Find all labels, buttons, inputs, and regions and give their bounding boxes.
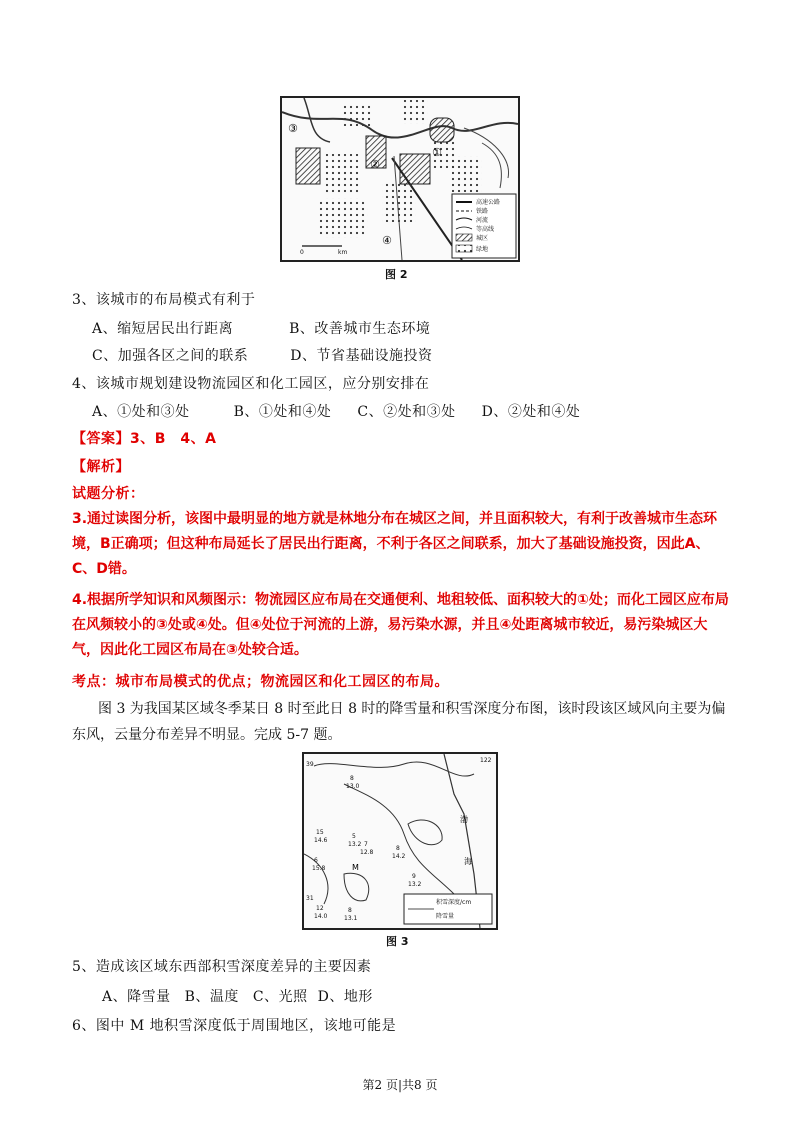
scale-zero: 0 (300, 249, 304, 256)
q5-option-b: B、温度 (184, 989, 239, 1005)
tick-31: 31 (306, 895, 314, 902)
snowfall-map-graphic (304, 754, 496, 928)
legend-item-1: 铁路 (476, 208, 489, 215)
lbl-11: 14.2 (392, 853, 406, 860)
tick-122: 122 (480, 757, 492, 764)
city-layout-map (280, 96, 520, 262)
city-map-graphic (282, 98, 518, 260)
q3-options-row2 (92, 345, 432, 365)
figure2-caption: 图 3 (386, 935, 409, 948)
lbl-17: 8 (348, 907, 352, 914)
lbl-2: 15 (316, 829, 324, 836)
analysis-q3: 3.通过读图分析，该图中最明显的地方就是林地分布在城区之间，并且面积较大，有利于改善城市生态环境，B正确项；但这种布局延长了居民出行距离，不利于各区之间联系，加大了基础设施投资，因此A、C、D错。 (72, 511, 718, 577)
lbl-15: 12 (316, 905, 324, 912)
answer-text: 3、B 4、A (130, 431, 217, 447)
lbl-6: 7 (364, 841, 368, 848)
lbl-5: 13.2 (348, 841, 362, 848)
analysis-sub: 试题分析： (72, 486, 145, 502)
tick-39: 39 (306, 761, 314, 768)
lbl-14: 13.2 (408, 881, 422, 888)
lbl-7: 12.8 (360, 849, 374, 856)
q4-option-a: A、①处和③处 (92, 404, 190, 420)
marker-3: ③ (288, 122, 298, 135)
q4-option-c: C、②处和③处 (357, 404, 456, 420)
lbl-1: 13.0 (346, 783, 360, 790)
q3-option-d: D、节省基础设施投资 (290, 348, 433, 364)
q4-options (92, 401, 580, 421)
analysis-label: 【解析】 (72, 459, 130, 475)
marker-1: ① (432, 146, 442, 159)
lbl-8: 6 (314, 857, 318, 864)
snowfall-map (302, 752, 498, 930)
legend-item-5: 绿地 (476, 246, 489, 253)
q5-option-d: D、地形 (317, 989, 373, 1005)
q5-stem: 5、造成该区域东西部积雪深度差异的主要因素 (72, 959, 372, 975)
q3-options-row1 (92, 318, 430, 338)
marker-2: ② (370, 158, 380, 171)
analysis-kaodian: 考点：城市布局模式的优点；物流园区和化工园区的布局。 (72, 674, 449, 690)
intro-paragraph: 图 3 为我国某区域冬季某日 8 时至此日 8 时的降雪量和积雪深度分布图，该时段该区域风向主要为偏东风，云量分布差异不明显。完成 5-7 题。 (72, 701, 726, 743)
analysis-q4: 4.根据所学知识和风频图示：物流园区应布局在交通便利、地租较低、面积较大的①处；而化工园区应布局在风频较小的③处或④处。但④处位于河流的上游，易污染水源，并且④处距离城市较近，易污染城区大气，因此化工园区布局在③处较合适。 (72, 592, 729, 658)
lbl-9: 15.8 (312, 865, 326, 872)
lbl-m: M (352, 863, 359, 872)
fig2-legend-bottom: 降雪量 (436, 913, 455, 920)
lbl-0: 8 (350, 775, 354, 782)
legend-item-4: 城区 (476, 235, 489, 242)
figure1-caption: 图 2 (385, 268, 408, 281)
legend-item-2: 河流 (476, 217, 489, 224)
q4-option-d: D、②处和④处 (481, 404, 581, 420)
lbl-hai: 海 (464, 857, 472, 866)
q4-option-b: B、①处和④处 (233, 404, 332, 420)
answer-label: 【答案】 (72, 431, 130, 447)
q4-stem: 4、该城市规划建设物流园区和化工园区，应分别安排在 (72, 376, 430, 392)
q5-option-c: C、光照 (252, 989, 308, 1005)
lbl-18: 13.1 (344, 915, 358, 922)
fig2-legend-top: 积雪深度/cm (436, 899, 472, 906)
q3-stem: 3、该城市的布局模式有利于 (72, 292, 256, 308)
scale-unit: km (338, 249, 348, 256)
q3-option-a: A、缩短居民出行距离 (92, 321, 234, 337)
answer-line (72, 428, 217, 448)
legend-item-0: 高速公路 (476, 199, 501, 206)
q5-options (102, 986, 373, 1006)
lbl-13: 9 (412, 873, 416, 880)
marker-4: ④ (382, 234, 392, 247)
lbl-4: 5 (352, 833, 356, 840)
q3-option-b: B、改善城市生态环境 (289, 321, 431, 337)
q6-stem: 6、图中 M 地积雪深度低于周围地区，该地可能是 (72, 1018, 397, 1034)
page-footer: 第2 页|共8 页 (362, 1078, 438, 1092)
q5-option-a: A、降雪量 (102, 989, 171, 1005)
legend-item-3: 等高线 (476, 226, 495, 233)
q3-option-c: C、加强各区之间的联系 (92, 348, 249, 364)
lbl-10: 8 (396, 845, 400, 852)
lbl-bo: 渤 (460, 815, 468, 824)
lbl-3: 14.6 (314, 837, 328, 844)
lbl-16: 14.0 (314, 913, 328, 920)
